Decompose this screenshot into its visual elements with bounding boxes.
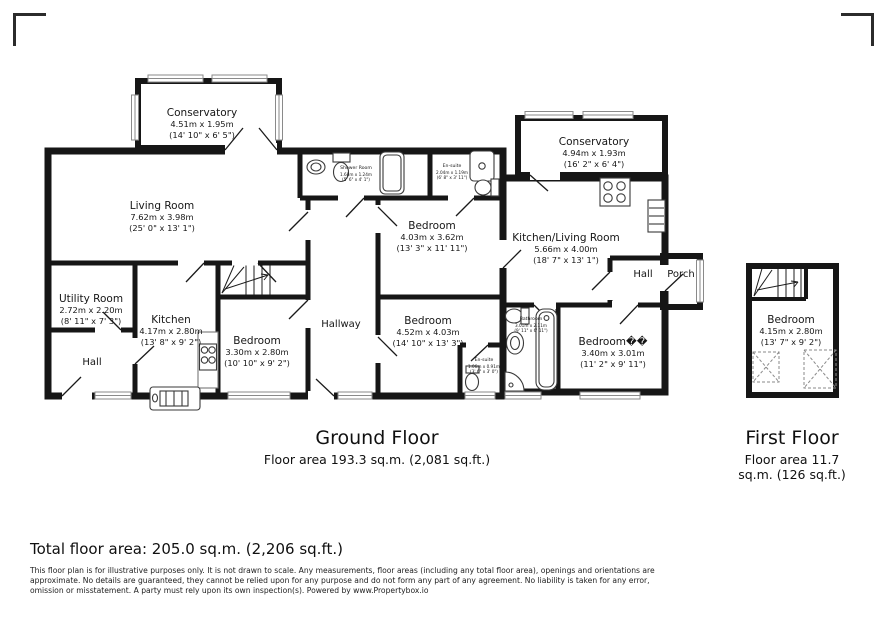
disclaimer-line-1: This floor plan is for illustrative purposes only. It is not drawn to scale. Any measurements, floor areas (including any total floor area), openings and orientations are [30, 566, 655, 575]
room-label-hall-right: Hall [633, 269, 653, 280]
room-label-living-room: Living Room 7.62m x 3.98m (25' 0" x 13' 1") [129, 200, 195, 233]
room-label-bedroom-4: Bedroom�� 3.40m x 3.01m (11' 2" x 9' 11") [578, 336, 648, 369]
room-label-hallway: Hallway [321, 319, 361, 330]
hob-icon [600, 178, 630, 206]
room-label-conservatory-left: Conservatory 4.51m x 1.95m (14' 10" x 6' 5") [166, 107, 238, 140]
room-label-kitchen: Kitchen 4.17m x 2.80m (13' 8" x 9' 2") [139, 314, 203, 347]
window [228, 392, 290, 399]
window [505, 392, 541, 399]
first-floor-title: First Floor [745, 427, 839, 449]
shower-icon [470, 151, 494, 181]
room-label-porch: Porch [667, 269, 695, 280]
room-label-bedroom-1: Bedroom 4.52m x 4.03m (14' 10" x 13' 3") [392, 315, 464, 348]
disclaimer-line-3: omission or misstatement. A party must rely upon its own inspection(s). Powered by www.Propertybox.io [30, 586, 429, 595]
ground-floor-title: Ground Floor [315, 427, 439, 449]
room-label-bathroom: Bathroom 3.01m x 2.11m (9' 11" x 6' 11") [514, 317, 548, 333]
window [132, 95, 139, 140]
staircase-first [754, 269, 801, 298]
window [338, 392, 372, 399]
room-label-ensuite: En-suite 2.04m x 1.19m (6' 8" x 3' 11") [436, 164, 468, 180]
room-label-utility-room: Utility Room 2.72m x 2.20m (8' 11" x 7' 3") [58, 293, 124, 326]
ground-floor-area: Floor area 193.3 sq.m. (2,081 sq.ft.) [263, 452, 491, 467]
room-label-kitchen-living: Kitchen/Living Room 5.66m x 4.00m (18' 7" x 13' 1") [512, 232, 620, 265]
window [465, 392, 495, 399]
staircase-ground [222, 266, 270, 295]
window [212, 75, 267, 82]
first-floor-area-line1: Floor area 11.7 [744, 452, 840, 467]
disclaimer-line-2: approximate. No details are guaranteed, they cannot be relied upon for any purpose and do not form any part of any agreement. No liability is taken for any error, [30, 576, 650, 585]
window [148, 75, 203, 82]
room-label-conservatory-right: Conservatory 4.94m x 1.93m (16' 2" x 6' 4") [558, 136, 630, 169]
window [580, 392, 640, 399]
room-label-ensuite-2: En-suite 1.06m x 0.91m (3' 6" x 3' 0") [468, 358, 500, 374]
room-label-bedroom-2: Bedroom 4.03m x 3.62m (13' 3" x 11' 11") [396, 220, 468, 253]
room-label-bedroom-first-floor: Bedroom 4.15m x 2.80m (13' 7" x 9' 2") [759, 314, 823, 347]
window [525, 112, 573, 119]
restricted-height-boxes [753, 350, 836, 388]
window [697, 260, 704, 302]
bath-icon [380, 152, 404, 194]
window [95, 392, 131, 399]
sink-icon [507, 332, 524, 354]
toilet-icon [475, 179, 499, 196]
cooker-icon [150, 387, 200, 410]
window [276, 95, 283, 140]
dashed-x-box [804, 350, 836, 388]
sink-icon [307, 160, 325, 174]
fridge-icon [648, 200, 665, 232]
corner-shower-icon [505, 372, 524, 391]
dashed-x-box [753, 352, 779, 382]
window [583, 112, 633, 119]
first-floor-area-line2: sq.m. (126 sq.ft.) [738, 467, 846, 482]
room-label-bedroom-3: Bedroom 3.30m x 2.80m (10' 10" x 9' 2") [224, 335, 290, 368]
hob-icon [200, 344, 217, 370]
total-floor-area: Total floor area: 205.0 sq.m. (2,206 sq.ft.) [30, 540, 343, 558]
room-label-hall-left: Hall [82, 357, 102, 368]
room-label-shower-room: Shower Room 1.68m x 1.24m (5' 6" x 4' 1") [340, 166, 372, 182]
